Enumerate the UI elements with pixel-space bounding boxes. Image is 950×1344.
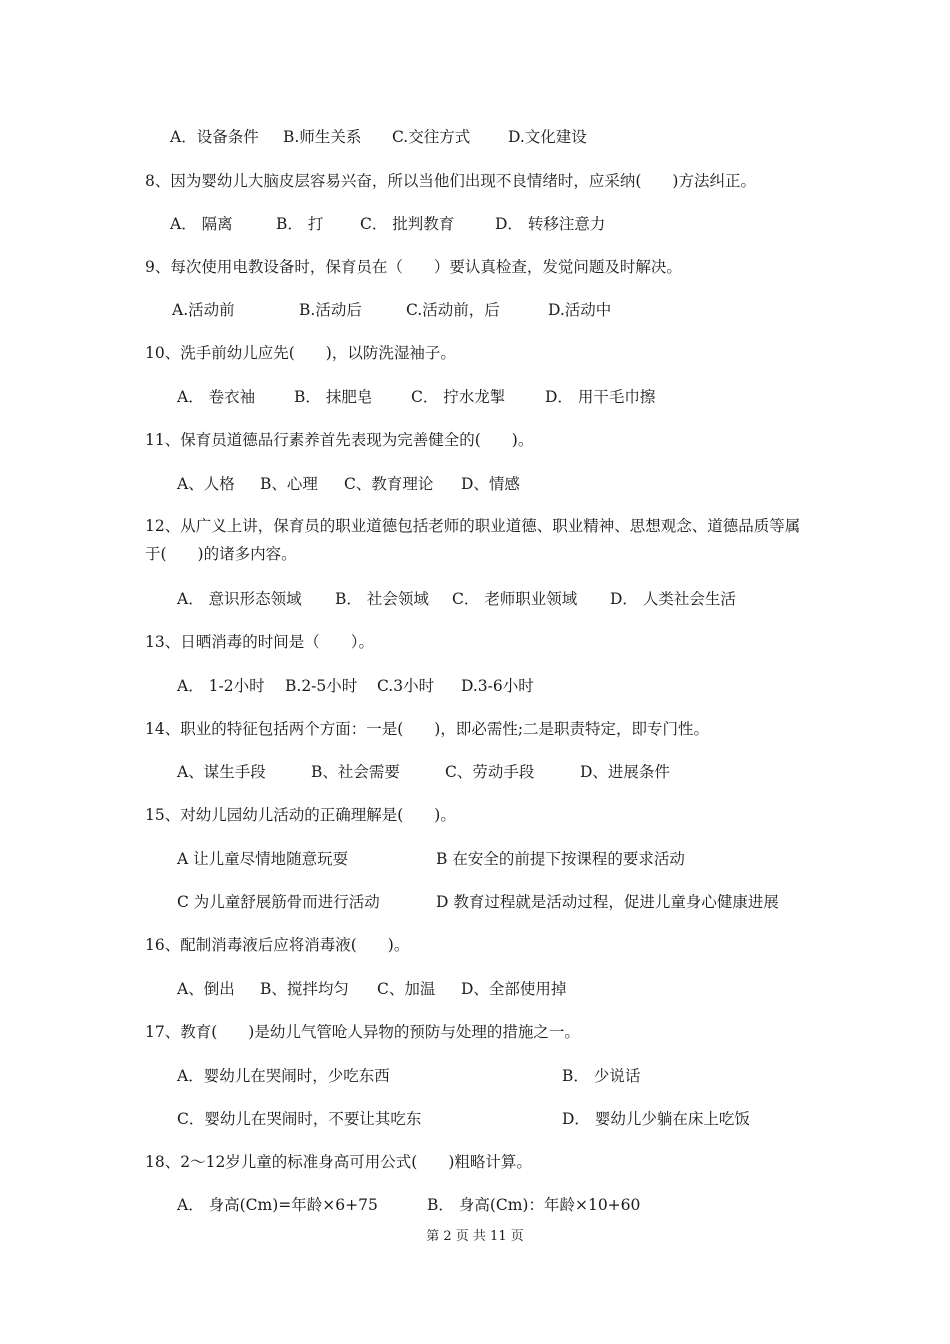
- option: C.3小时: [377, 677, 435, 695]
- option: C． 批判教育: [360, 215, 455, 233]
- option: A 让儿童尽情地随意玩耍: [177, 850, 349, 868]
- question-18-stem: 18、2～12岁儿童的标准身高可用公式( )粗略计算。: [145, 1153, 532, 1171]
- option: D、全部使用掉: [461, 980, 567, 998]
- question-12-stem: 12、从广义上讲，保育员的职业道德包括老师的职业道德、职业精神、思想观念、道德品质等属于( )的诸多内容。: [145, 517, 801, 563]
- question-16-stem: 16、配制消毒液后应将消毒液( )。: [145, 936, 410, 954]
- question-8-stem: 8、因为婴幼儿大脑皮层容易兴奋，所以当他们出现不良情绪时，应采纳( )方法纠正。: [145, 172, 756, 190]
- option: A．婴幼儿在哭闹时，少吃东西: [177, 1067, 390, 1085]
- option: B.2-5小时: [285, 677, 358, 695]
- option: A． 身高(Cm)=年龄×6+75: [177, 1196, 378, 1214]
- option: C.活动前，后: [406, 301, 500, 319]
- option: B． 抹肥皂: [294, 388, 373, 406]
- question-11-stem: 11、保育员道德品行素养首先表现为完善健全的( )。: [145, 431, 534, 449]
- q13-options: [177, 676, 534, 696]
- option: A． 隔离: [170, 215, 233, 233]
- option: A． 意识形态领域: [177, 590, 302, 608]
- q9-options: [172, 300, 611, 320]
- option: A.活动前: [172, 301, 235, 319]
- question-10-stem: 10、洗手前幼儿应先( )，以防洗湿袖子。: [145, 344, 456, 362]
- option: D． 婴幼儿少躺在床上吃饭: [562, 1110, 750, 1128]
- option: C、劳动手段: [445, 763, 535, 781]
- q17-options-row-1: [177, 1066, 640, 1086]
- q14-options: [177, 762, 670, 782]
- option: B 在安全的前提下按课程的要求活动: [436, 850, 685, 868]
- option: B、心理: [260, 475, 318, 493]
- q8-options: [170, 214, 605, 234]
- option: C 为儿童舒展筋骨而进行活动: [177, 893, 380, 911]
- option: D、情感: [461, 475, 520, 493]
- option: B． 少说话: [562, 1067, 641, 1085]
- question-14-stem: 14、职业的特征包括两个方面：一是( )，即必需性;二是职责特定，即专门性。: [145, 720, 710, 738]
- option: B、搅拌均匀: [260, 980, 349, 998]
- option: A． 卷衣袖: [177, 388, 256, 406]
- q15-options-row-2: [177, 892, 779, 912]
- option: B.活动后: [299, 301, 362, 319]
- question-13-stem: 13、日晒消毒的时间是（ ）。: [145, 633, 374, 651]
- option: B． 身高(Cm)：年龄×10+60: [427, 1196, 641, 1214]
- option: D.文化建设: [508, 128, 587, 146]
- option: A、倒出: [177, 980, 235, 998]
- q18-options: [177, 1195, 640, 1215]
- option: D． 人类社会生活: [610, 590, 736, 608]
- option: D.活动中: [548, 301, 612, 319]
- option: C.交往方式: [392, 128, 471, 146]
- option: C． 老师职业领域: [452, 590, 578, 608]
- page-number: 第 2 页 共 11 页: [426, 1229, 524, 1244]
- option: A．设备条件: [170, 128, 259, 146]
- option: A、人格: [177, 475, 235, 493]
- q11-options: [177, 474, 520, 494]
- option: D． 用干毛巾擦: [545, 388, 656, 406]
- option: B． 社会领域: [335, 590, 429, 608]
- q15-options-row-1: [177, 849, 685, 869]
- q12-options: [177, 589, 736, 609]
- option: B.师生关系: [283, 128, 362, 146]
- option: D.3-6小时: [461, 677, 534, 695]
- q10-options: [177, 387, 655, 407]
- q17-options-row-2: [177, 1109, 750, 1129]
- q16-options: [177, 979, 566, 999]
- option: C．婴幼儿在哭闹时，不要让其吃东: [177, 1110, 422, 1128]
- option: B． 打: [276, 215, 324, 233]
- option: D． 转移注意力: [495, 215, 606, 233]
- option: A． 1-2小时: [177, 677, 265, 695]
- question-9-stem: 9、每次使用电教设备时，保育员在（ ）要认真检查，发觉问题及时解决。: [145, 258, 682, 276]
- question-15-stem: 15、对幼儿园幼儿活动的正确理解是( )。: [145, 806, 456, 824]
- option: D、进展条件: [580, 763, 670, 781]
- option: C、教育理论: [344, 475, 434, 493]
- option: A、谋生手段: [177, 763, 266, 781]
- question-17-stem: 17、教育( )是幼儿气管呛人异物的预防与处理的措施之一。: [145, 1023, 580, 1041]
- option: D 教育过程就是活动过程，促进儿童身心健康进展: [436, 893, 779, 911]
- option: C． 拧水龙掣: [411, 388, 506, 406]
- q7-options: [170, 127, 587, 147]
- option: C、加温: [377, 980, 436, 998]
- option: B、社会需要: [311, 763, 400, 781]
